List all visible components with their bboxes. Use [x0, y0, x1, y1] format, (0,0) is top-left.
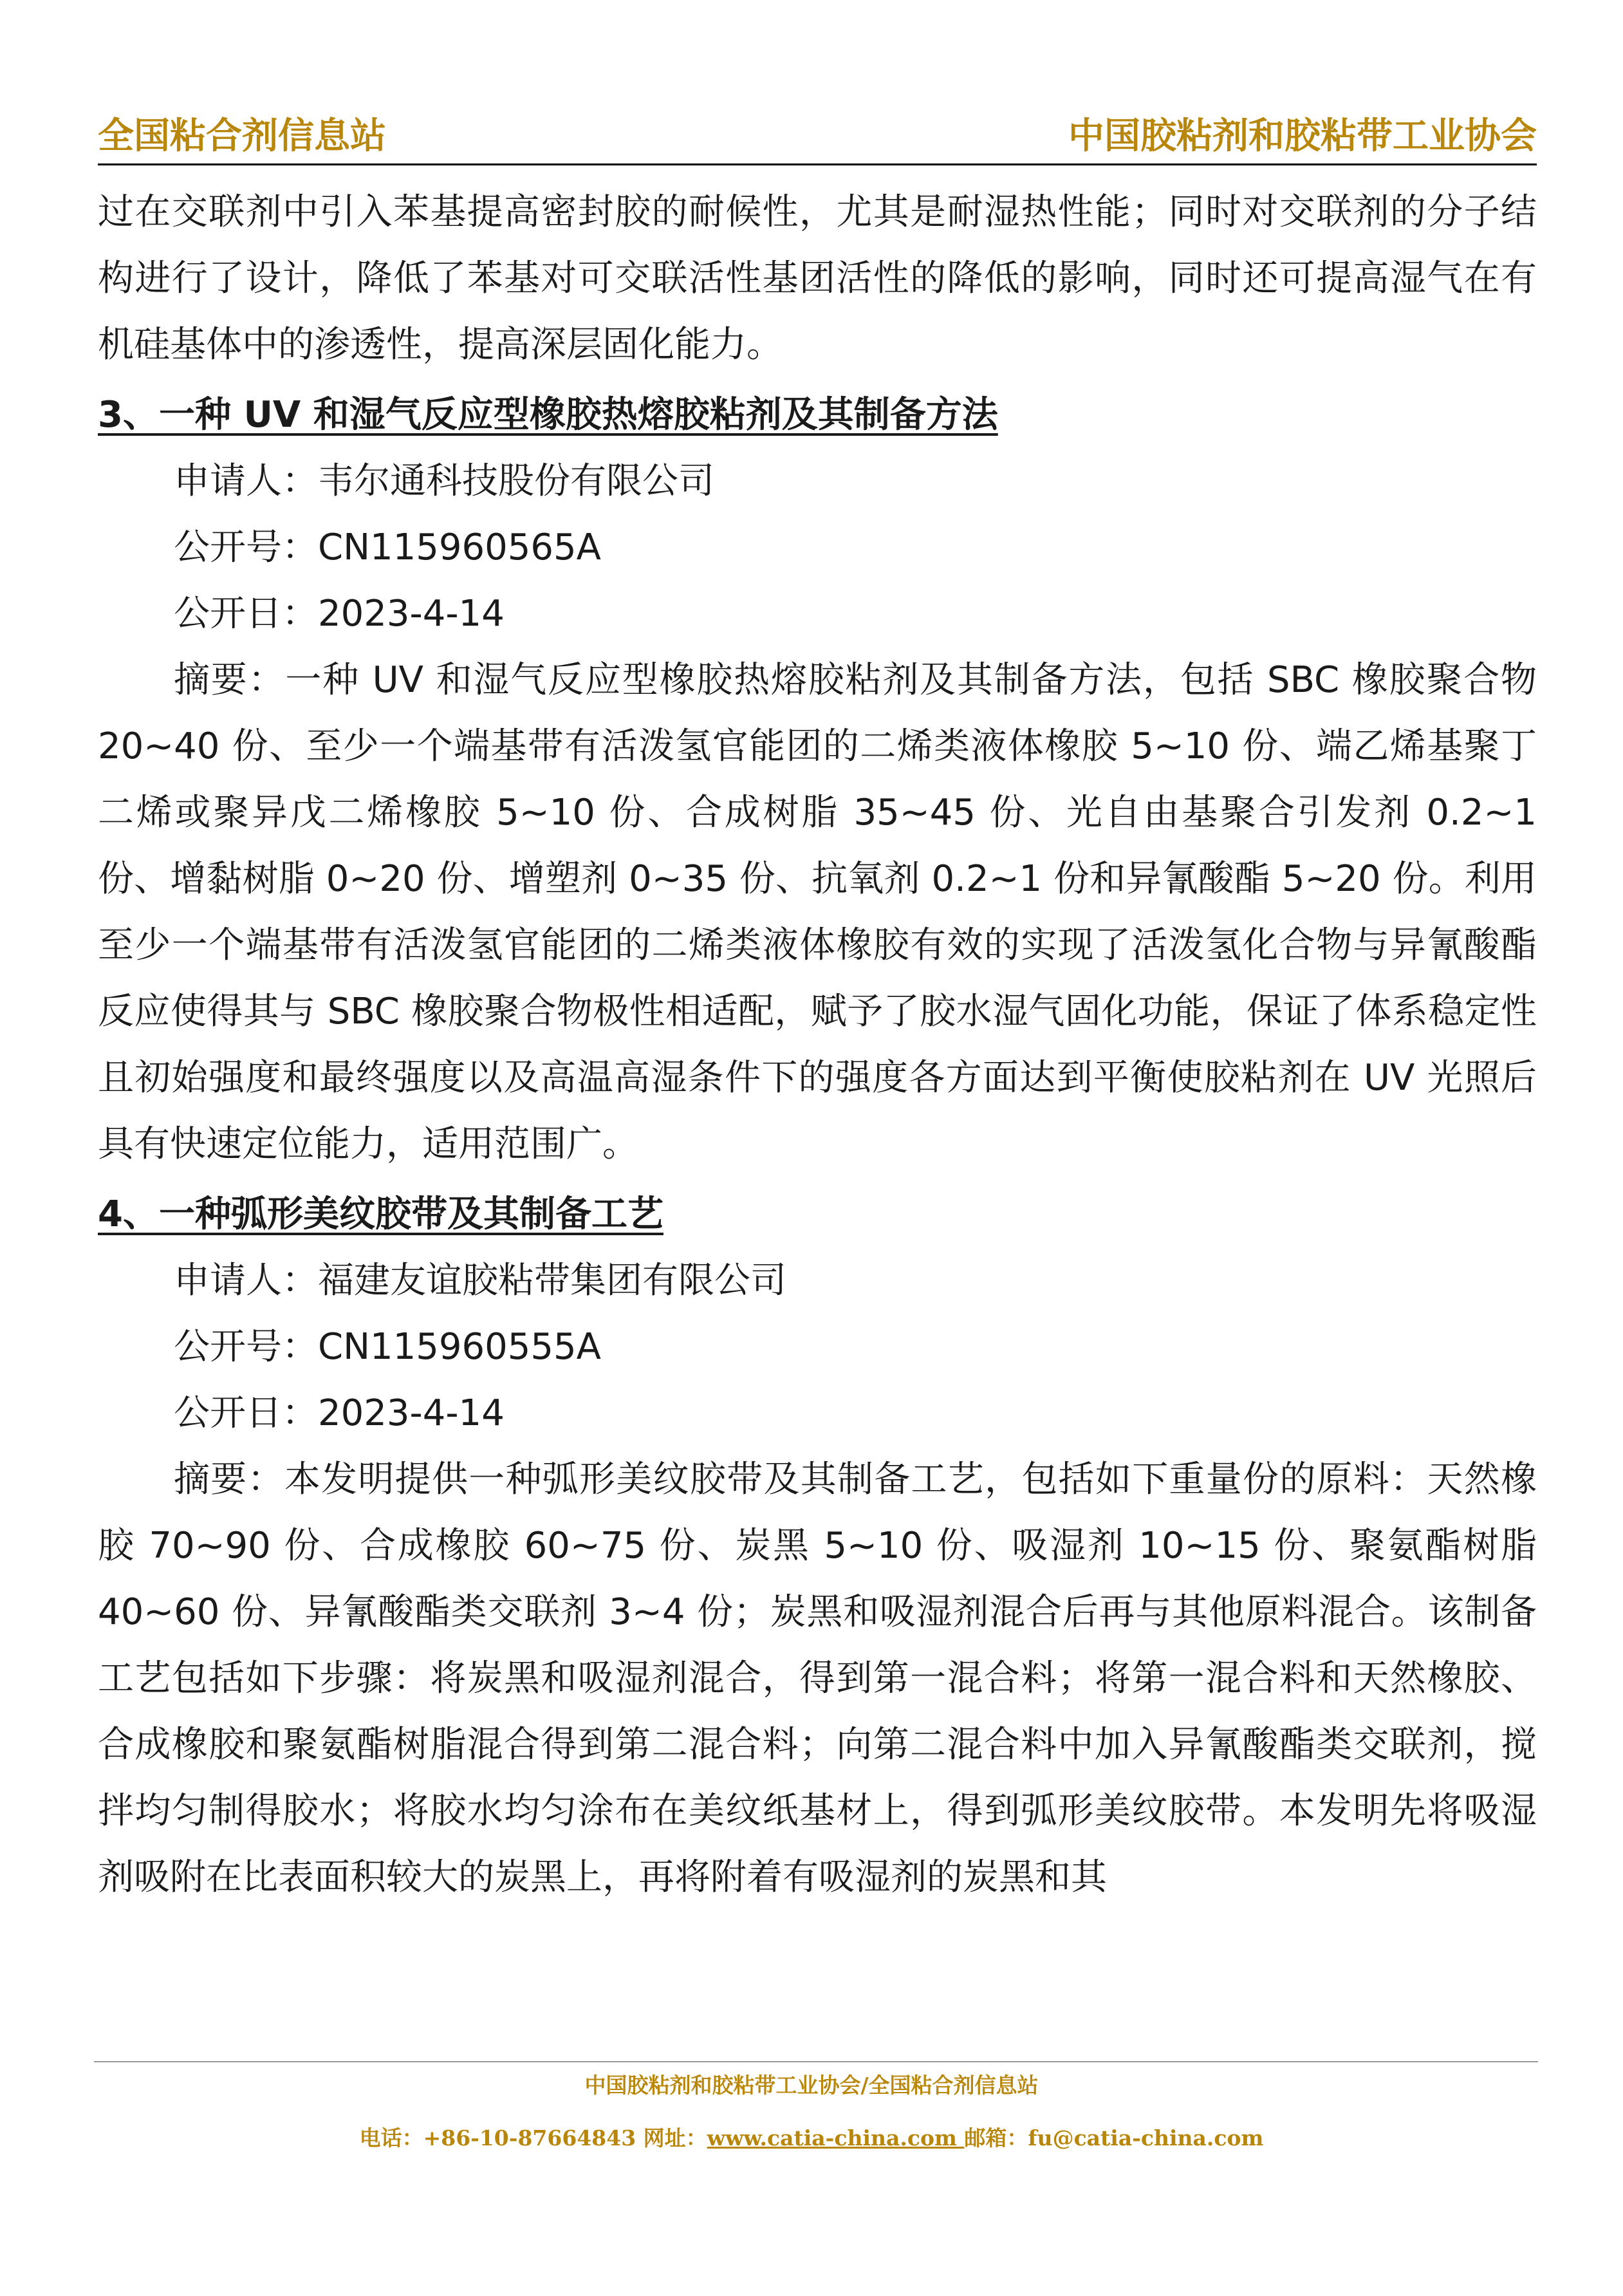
- intro-paragraph: 过在交联剂中引入苯基提高密封胶的耐候性，尤其是耐湿热性能；同时对交联剂的分子结构进行了设计，降低了苯基对可交联活性基团活性的降低的影响，同时还可提高湿气在有机硅基体中的渗透性，提高深层固化能力。: [98, 191, 1537, 366]
- page-header: [98, 115, 1537, 165]
- patent-publication-date: 公开日：2023-4-14: [174, 593, 505, 635]
- header-left-title: 全国粘合剂信息站: [98, 115, 386, 157]
- footer-phone: 电话：+86-10-87664843 网址：: [359, 2125, 707, 2151]
- patent-abstract: 摘要：本发明提供一种弧形美纹胶带及其制备工艺，包括如下重量份的原料：天然橡胶 70~90 份、合成橡胶 60~75 份、炭黑 5~10 份、吸湿剂 10~15 份、聚氨酯树脂 40~60 份、异氰酸酯类交联剂 3~4 份；炭黑和吸湿剂混合后再与其他原料混合。该制备工艺包括如下步骤：将炭黑和吸湿剂混合，得到第一混合料；将第一混合料和天然橡胶、合成橡胶和聚氨酯树脂混合得到第二混合料；向第二混合料中加入异氰酸酯类交联剂，搅拌均匀制得胶水；将胶水均匀涂布在美纹纸基材上，得到弧形美纹胶带。本发明先将吸湿剂吸附在比表面积较大的炭黑上，再将附着有吸湿剂的炭黑和其: [98, 1459, 1537, 1898]
- footer-contact: [0, 2122, 1623, 2152]
- patent-abstract: 摘要：一种 UV 和湿气反应型橡胶热熔胶粘剂及其制备方法，包括 SBC 橡胶聚合物 20~40 份、至少一个端基带有活泼氢官能团的二烯类液体橡胶 5~10 份、端乙烯基聚丁二烯或聚异戊二烯橡胶 5~10 份、合成树脂 35~45 份、光自由基聚合引发剂 0.2~1 份、增黏树脂 0~20 份、增塑剂 0~35 份、抗氧剂 0.2~1 份和异氰酸酯 5~20 份。利用至少一个端基带有活泼氢官能团的二烯类液体橡胶有效的实现了活泼氢化合物与异氰酸酯反应使得其与 SBC 橡胶聚合物极性相适配，赋予了胶水湿气固化功能，保证了体系稳定性且初始强度和最终强度以及高温高湿条件下的强度各方面达到平衡使胶粘剂在 UV 光照后具有快速定位能力，适用范围广。: [98, 659, 1537, 1165]
- footer-divider: [94, 2061, 1538, 2062]
- document-body: [98, 179, 1537, 1910]
- patent-applicant: 申请人：福建友谊胶粘带集团有限公司: [174, 1260, 786, 1302]
- footer-email: 邮箱：fu@catia-china.com: [964, 2125, 1264, 2151]
- patent-publication-number: 公开号：CN115960565A: [174, 527, 601, 568]
- footer-website-link[interactable]: www.catia-china.com: [707, 2125, 965, 2151]
- footer-title: 中国胶粘剂和胶粘带工业协会/全国粘合剂信息站: [584, 2073, 1039, 2098]
- patent-publication-number: 公开号：CN115960555A: [174, 1326, 601, 1368]
- patent-applicant: 申请人：韦尔通科技股份有限公司: [174, 460, 714, 502]
- patent-title: 3、一种 UV 和湿气反应型橡胶热熔胶粘剂及其制备方法: [98, 394, 998, 436]
- header-right-title: 中国胶粘剂和胶粘带工业协会: [1068, 115, 1537, 157]
- patent-publication-date: 公开日：2023-4-14: [174, 1392, 505, 1434]
- patent-title: 4、一种弧形美纹胶带及其制备工艺: [98, 1193, 663, 1235]
